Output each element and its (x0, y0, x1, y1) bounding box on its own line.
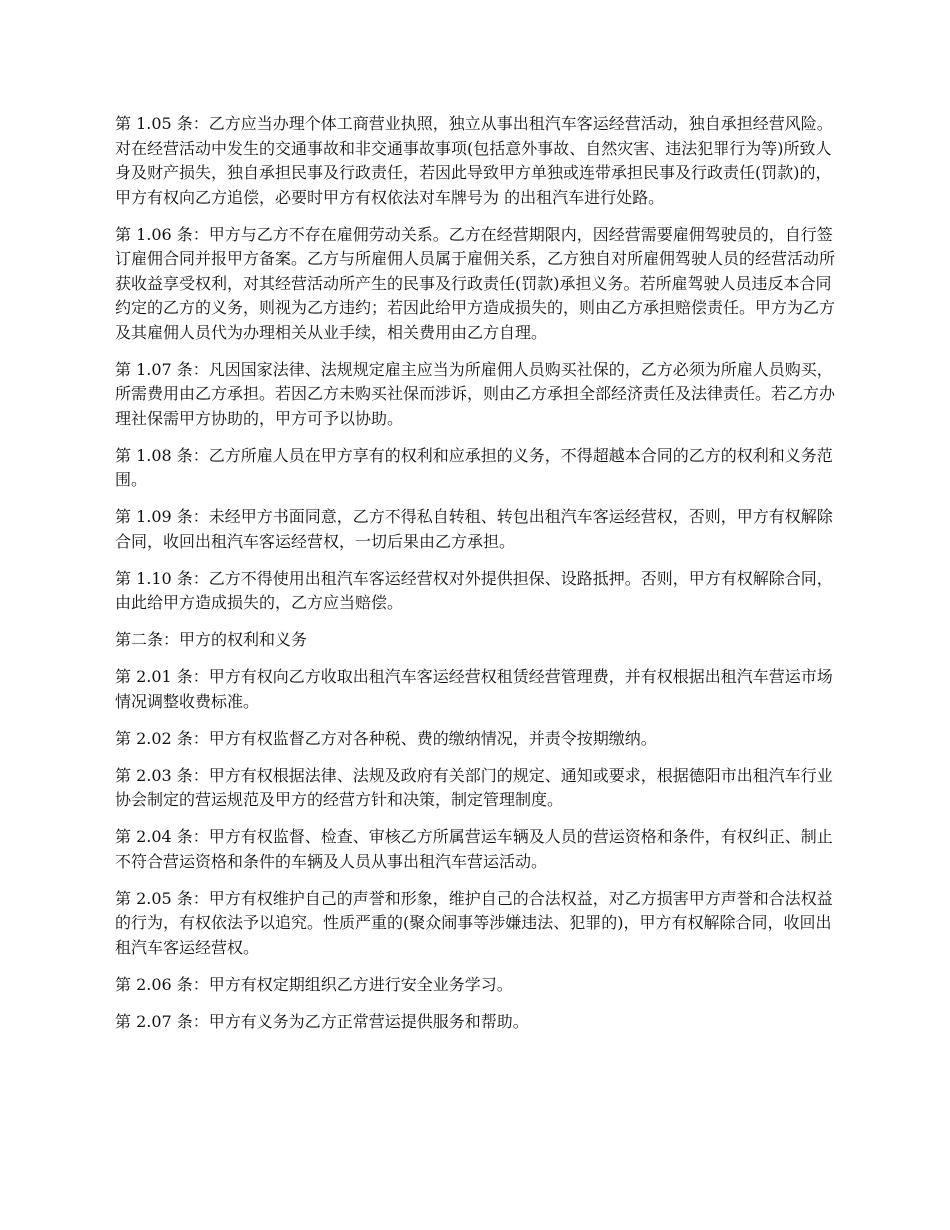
clause-1-06: 第 1.06 条：甲方与乙方不存在雇佣劳动关系。乙方在经营期限内，因经营需要雇佣驾驶员的，自行签订雇佣合同并报甲方备案。乙方与所雇佣人员属于雇佣关系，乙方独自对所雇佣驾驶人员的经营活动所获收益享受权利，对其经营活动所产生的民事及行政责任(罚款)承担义务。若所雇驾驶人员违反本合同约定的乙方的义务，则视为乙方违约；若因此给甲方造成损失的，则由乙方承担赔偿责任。甲方为乙方及其雇佣人员代为办理相关从业手续，相关费用由乙方自理。 (115, 224, 836, 342)
section-2-heading: 第二条：甲方的权利和义务 (115, 630, 308, 649)
clause-1-09: 第 1.09 条：未经甲方书面同意，乙方不得私自转租、转包出租汽车客运经营权，否则，甲方有权解除合同，收回出租汽车客运经营权，一切后果由乙方承担。 (115, 507, 833, 551)
clause-2-02: 第 2.02 条：甲方有权监督乙方对各种税、费的缴纳情况，并责令按期缴纳。 (115, 728, 657, 748)
clause-1-10: 第 1.10 条：乙方不得使用出租汽车客运经营权对外提供担保、设路抵押。否则，甲方有权解除合同，由此给甲方造成损失的，乙方应当赔偿。 (115, 568, 833, 612)
clause-2-01: 第 2.01 条：甲方有权向乙方收取出租汽车客运经营权租赁经营管理费，并有权根据出租汽车营运市场情况调整收费标准。 (115, 667, 833, 711)
clause-1-07: 第 1.07 条：凡因国家法律、法规规定雇主应当为所雇佣人员购买社保的，乙方必须为所雇人员购买，所需费用由乙方承担。若因乙方未购买社保而涉诉，则由乙方承担全部经济责任及法律责任。若乙方办理社保需甲方协助的，甲方可予以协助。 (115, 359, 836, 428)
clause-1-08: 第 1.08 条：乙方所雇人员在甲方享有的权利和应承担的义务，不得超越本合同的乙方的权利和义务范围。 (115, 445, 833, 489)
clause-2-03: 第 2.03 条：甲方有权根据法律、法规及政府有关部门的规定、通知或要求，根据德阳市出租汽车行业协会制定的营运规范及甲方的经营方针和决策，制定管理制度。 (115, 765, 833, 809)
clause-1-05: 第 1.05 条：乙方应当办理个体工商营业执照，独立从事出租汽车客运经营活动，独自承担经营风险。对在经营活动中发生的交通事故和非交通事故事项(包括意外事故、自然灾害、违法犯罪行为等)所致人身及财产损失，独自承担民事及行政责任，若因此导致甲方单独或连带承担民事及行政责任(罚款)的，甲方有权向乙方追偿，必要时甲方有权依法对车牌号为 的出租汽车进行处路。 (115, 114, 833, 207)
clause-2-06: 第 2.06 条：甲方有权定期组织乙方进行安全业务学习。 (115, 974, 513, 994)
clause-2-07: 第 2.07 条：甲方有义务为乙方正常营运提供服务和帮助。 (115, 1011, 529, 1031)
clause-2-05: 第 2.05 条：甲方有权维护自己的声誉和形象，维护自己的合法权益，对乙方损害甲方声誉和合法权益的行为，有权依法予以追究。性质严重的(聚众闹事等涉嫌违法、犯罪的)，甲方有权解除合同，收回出租汽车客运经营权。 (115, 888, 833, 957)
document-body (115, 112, 835, 1047)
clause-2-04: 第 2.04 条：甲方有权监督、检查、审核乙方所属营运车辆及人员的营运资格和条件，有权纠正、制止不符合营运资格和条件的车辆及人员从事出租汽车营运活动。 (115, 827, 833, 871)
